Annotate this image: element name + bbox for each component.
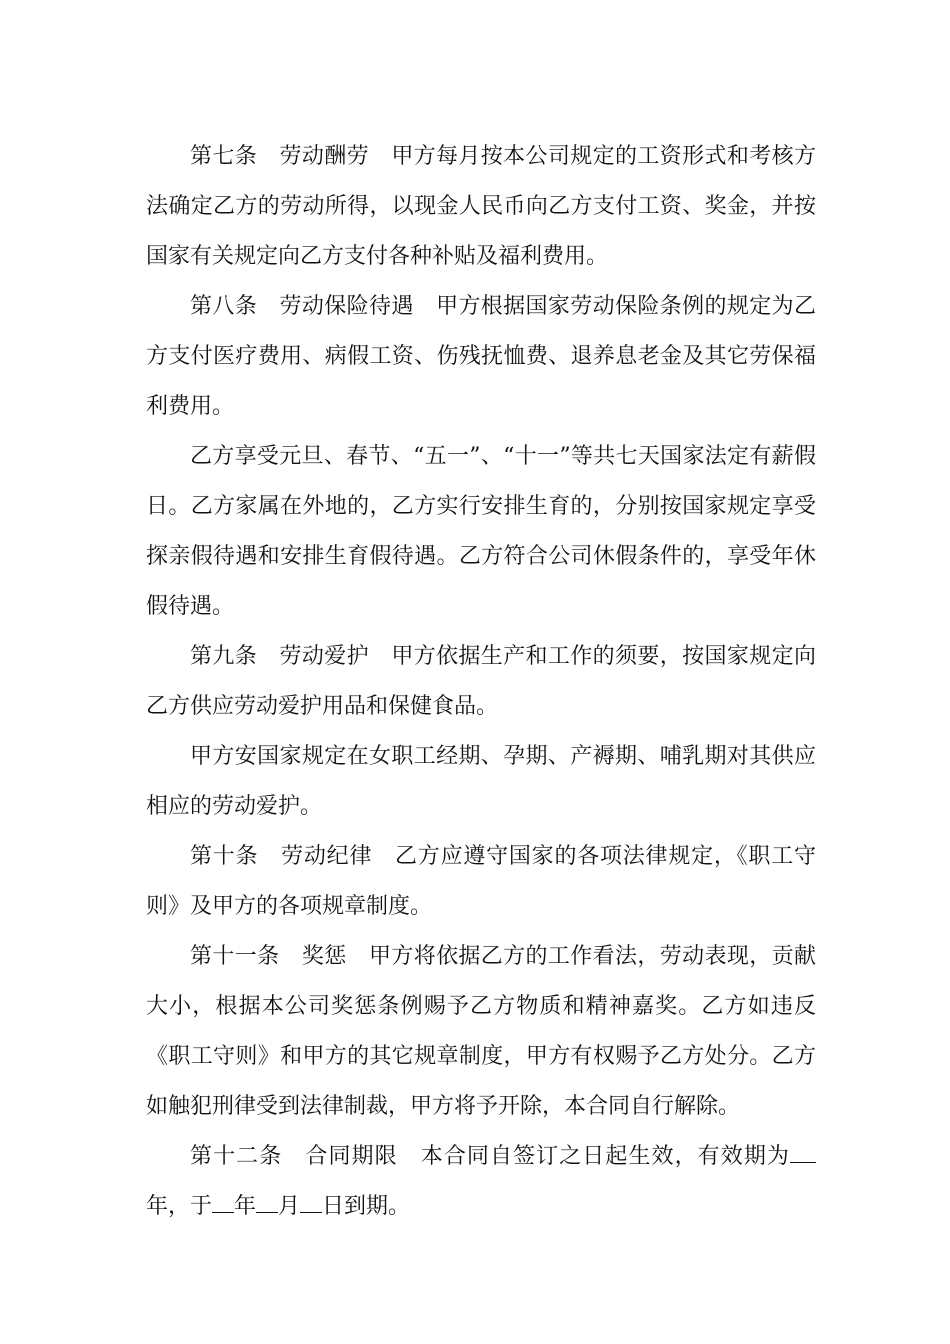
article-7-number: 第七条 xyxy=(190,144,258,169)
article-11-text: 甲方将依据乙方的工作看法，劳动表现，贡献大小，根据本公司奖惩条例赐予乙方物质和精神嘉奖。乙方如违反《职工守则》和甲方的其它规章制度，甲方有权赐予乙方处分。乙方如触犯刑律受到法律制裁，甲方将予开除，本合同自行解除。 xyxy=(146,944,816,1119)
article-9-number: 第九条 xyxy=(190,644,258,669)
article-10-title: 劳动纪律 xyxy=(280,844,373,869)
holiday-paragraph xyxy=(146,432,816,632)
article-8-number: 第八条 xyxy=(190,294,258,319)
article-8-text: 甲方根据国家劳动保险条例的规定为乙方支付医疗费用、病假工资、伤残抚恤费、退养息老金及其它劳保福利费用。 xyxy=(146,294,816,419)
article-12-number: 第十二条 xyxy=(190,1144,283,1169)
article-7-paragraph xyxy=(146,132,816,282)
female-worker-text: 甲方安国家规定在女职工经期、孕期、产褥期、哺乳期对其供应相应的劳动爱护。 xyxy=(146,744,816,819)
article-12-text-b: 年，于 xyxy=(146,1194,213,1219)
article-7-text: 甲方每月按本公司规定的工资形式和考核方法确定乙方的劳动所得，以现金人民币向乙方支付工资、奖金，并按国家有关规定向乙方支付各种补贴及福利费用。 xyxy=(146,144,816,269)
article-8-paragraph xyxy=(146,282,816,432)
article-7-title: 劳动酬劳 xyxy=(279,144,369,169)
expiry-year-blank xyxy=(212,1182,234,1213)
article-11-number: 第十一条 xyxy=(190,944,280,969)
article-12-title: 合同期限 xyxy=(304,1144,398,1169)
article-10-text: 乙方应遵守国家的各项法律规定，《职工守则》及甲方的各项规章制度。 xyxy=(146,844,816,919)
article-9-title: 劳动爱护 xyxy=(279,644,369,669)
contract-body xyxy=(146,132,816,1232)
term-years-blank xyxy=(790,1132,816,1163)
article-11-title: 奖惩 xyxy=(301,944,347,969)
expiry-month-blank xyxy=(256,1182,278,1213)
article-12-text-c: 年 xyxy=(234,1194,257,1219)
article-11-paragraph xyxy=(146,932,816,1132)
article-12-text-e: 日到期。 xyxy=(322,1194,411,1219)
article-12-text-a: 本合同自签订之日起生效，有效期为 xyxy=(419,1144,790,1169)
holiday-text: 乙方享受元旦、春节、“五一”、“十一”等共七天国家法定有薪假日。乙方家属在外地的，乙方实行安排生育的，分别按国家规定享受探亲假待遇和安排生育假待遇。乙方符合公司休假条件的，享受年休假待遇。 xyxy=(146,444,816,619)
article-12-text-d: 月 xyxy=(278,1194,301,1219)
article-8-title: 劳动保险待遇 xyxy=(279,294,414,319)
article-12-paragraph xyxy=(146,1132,816,1232)
article-10-paragraph xyxy=(146,832,816,932)
expiry-day-blank xyxy=(300,1182,322,1213)
female-worker-paragraph xyxy=(146,732,816,832)
article-9-text: 甲方依据生产和工作的须要，按国家规定向乙方供应劳动爱护用品和保健食品。 xyxy=(146,644,816,719)
article-10-number: 第十条 xyxy=(190,844,259,869)
article-9-paragraph xyxy=(146,632,816,732)
